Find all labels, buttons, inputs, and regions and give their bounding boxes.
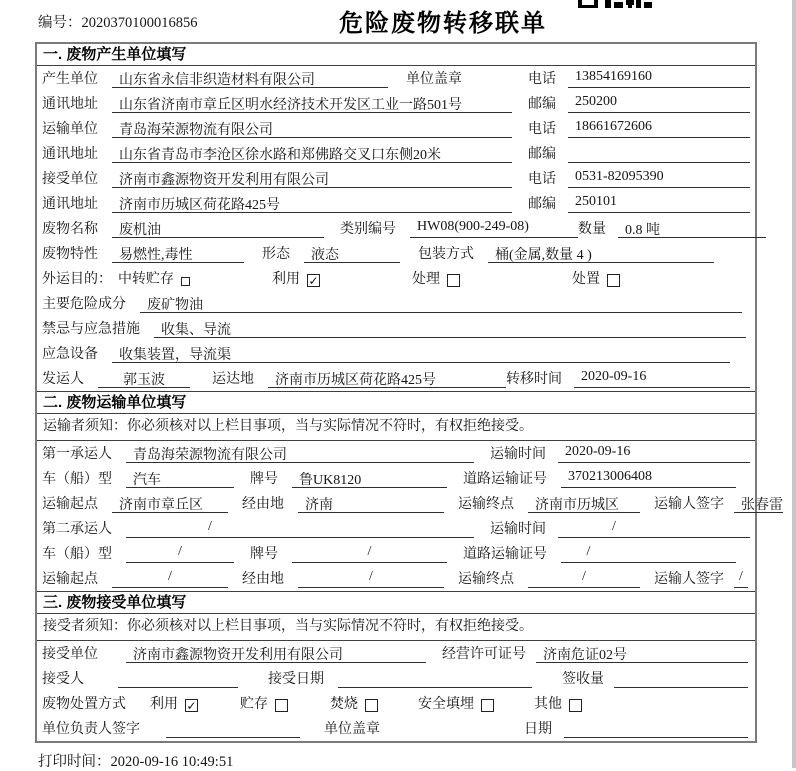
- receiving-unit-label: 接受单位: [42, 647, 98, 662]
- row-shipper: [37, 366, 755, 391]
- row-first-carrier: [37, 441, 755, 466]
- vehicle-type-label: 车（船）型: [42, 472, 112, 487]
- purpose-use-label: 利用: [272, 272, 300, 287]
- row-producer-unit: [37, 66, 755, 91]
- first-transport-time-field: 2020-09-16: [558, 444, 750, 463]
- second-signature-field: /: [734, 569, 748, 588]
- signed-quantity-field: [614, 669, 748, 688]
- row-first-route: [37, 491, 783, 516]
- second-road-permit-field: /: [561, 544, 736, 563]
- row-waste-name: [37, 216, 755, 241]
- destination-field: 济南市历城区荷花路425号: [268, 369, 506, 388]
- page-edge-strip: [792, 0, 796, 768]
- plate-number-label: 牌号: [250, 547, 278, 562]
- route-origin-label: 运输起点: [42, 572, 98, 587]
- checkbox-use-checked: ✓: [308, 273, 319, 288]
- second-via-field: /: [298, 569, 444, 588]
- row-receiving-unit: [37, 641, 755, 666]
- waste-traits-label: 废物特性: [42, 247, 98, 262]
- receiver-zip-field: 250101: [568, 194, 750, 213]
- receiver-unit-label: 接受单位: [42, 172, 98, 187]
- phone-label: 电话: [528, 122, 556, 137]
- first-plate-field: 鲁UK8120: [292, 469, 447, 488]
- packing-field: 桶(金属,数量 4 ): [488, 244, 714, 263]
- date-field: [564, 719, 748, 738]
- first-via-field: 济南: [298, 494, 444, 513]
- serial-label: 编号：: [38, 15, 82, 31]
- emergency-equipment-field: 收集装置，导流渠: [112, 344, 730, 363]
- shipper-field: 郭玉波: [98, 369, 190, 388]
- signed-quantity-label: 签收量: [562, 672, 604, 687]
- emergency-equipment-label: 应急设备: [42, 347, 98, 362]
- outbound-purpose-label: 外运目的：: [42, 272, 112, 287]
- transport-zip-field: [568, 144, 750, 163]
- date-label: 日期: [524, 722, 552, 737]
- zip-label: 邮编: [528, 197, 556, 212]
- disposal-burn-label: 焚烧: [330, 697, 358, 712]
- route-via-label: 经由地: [242, 572, 284, 587]
- transport-phone-field: 18661672606: [568, 119, 750, 138]
- row-emergency-equipment: [37, 341, 755, 366]
- checkbox-disposal-burn: [365, 699, 378, 712]
- transport-time-label: 运输时间: [490, 447, 546, 462]
- checkbox-dispose: [607, 274, 620, 287]
- producer-unit-field: 山东省永信非织造材料有限公司: [112, 69, 388, 88]
- second-transport-time-field: /: [558, 519, 750, 538]
- disposal-use-label: 利用: [150, 697, 178, 712]
- phone-label: 电话: [528, 72, 556, 87]
- transport-unit-label: 运输单位: [42, 122, 98, 137]
- phone-label: 电话: [528, 172, 556, 187]
- producer-zip-field: 250200: [568, 94, 750, 113]
- first-road-permit-field: 370213006408: [561, 469, 736, 488]
- first-carrier-field: 青岛海荣源物流有限公司: [126, 444, 474, 463]
- category-code-label: 类别编号: [340, 222, 396, 237]
- zip-label: 邮编: [528, 97, 556, 112]
- route-origin-label: 运输起点: [42, 497, 98, 512]
- checkbox-transfer-storage: [181, 277, 190, 286]
- vehicle-type-label: 车（船）型: [42, 547, 112, 562]
- receive-date-label: 接受日期: [268, 672, 324, 687]
- physical-form-field: 液态: [304, 244, 400, 263]
- road-permit-label: 道路运输证号: [463, 547, 547, 562]
- second-origin-field: /: [112, 569, 228, 588]
- unit-head-signature-field: [166, 719, 300, 738]
- first-carrier-label: 第一承运人: [42, 447, 112, 462]
- carrier-signature-label: 运输人签字: [654, 572, 724, 587]
- first-end-field: 济南市历城区: [528, 494, 640, 513]
- receiving-unit-field: 济南市鑫源物资开发利用有限公司: [126, 644, 426, 663]
- main-hazard-field: 废矿物油: [140, 294, 742, 313]
- receive-date-field: [338, 669, 532, 688]
- quantity-field: 0.8 吨: [618, 219, 766, 238]
- license-number-field: 济南危证02号: [536, 644, 748, 663]
- receiver-unit-field: 济南市鑫源物资开发利用有限公司: [112, 169, 512, 188]
- license-number-label: 经营许可证号: [442, 647, 526, 662]
- unit-seal-label: 单位盖章: [324, 722, 380, 737]
- row-first-vehicle: [37, 466, 755, 491]
- second-vehicle-type-field: /: [126, 544, 234, 563]
- taboo-measures-field: 收集、导流: [154, 319, 746, 338]
- second-carrier-label: 第二承运人: [42, 522, 112, 537]
- unit-head-signature-label: 单位负责人签字: [42, 722, 140, 737]
- print-time-value: 2020-09-16 10:49:51: [110, 754, 234, 770]
- row-second-vehicle: [37, 541, 755, 566]
- waste-traits-field: 易燃性,毒性: [112, 244, 244, 263]
- route-end-label: 运输终点: [458, 497, 514, 512]
- row-unit-head-signature: [37, 716, 755, 741]
- page-title: 危险废物转移联单: [339, 10, 547, 37]
- purpose-dispose-label: 处置: [572, 272, 600, 287]
- checkbox-disposal-other: [569, 699, 582, 712]
- row-disposal-method: [37, 691, 755, 716]
- shipper-label: 发运人: [42, 372, 84, 387]
- row-taboo-measures: [37, 316, 755, 341]
- serial-value: 2020370100016856: [81, 15, 198, 31]
- row-second-carrier: [37, 516, 755, 541]
- producer-address-field: 山东省济南市章丘区明水经济技术开发区工业一路501号: [112, 94, 512, 113]
- row-main-hazard: [37, 291, 755, 316]
- disposal-other-label: 其他: [534, 697, 562, 712]
- purpose-transfer-storage-label: 中转贮存: [118, 272, 174, 287]
- second-end-field: /: [528, 569, 640, 588]
- first-vehicle-type-field: 汽车: [126, 469, 234, 488]
- route-via-label: 经由地: [242, 497, 284, 512]
- transfer-time-label: 转移时间: [506, 372, 562, 387]
- row-receiver-unit: [37, 166, 755, 191]
- purpose-treat-label: 处理: [412, 272, 440, 287]
- transport-time-label: 运输时间: [490, 522, 546, 537]
- destination-label: 运达地: [212, 372, 254, 387]
- transport-unit-field: 青岛海荣源物流有限公司: [112, 119, 512, 138]
- road-permit-label: 道路运输证号: [463, 472, 547, 487]
- receiver-person-field: [118, 669, 238, 688]
- route-end-label: 运输终点: [458, 572, 514, 587]
- second-carrier-field: /: [126, 519, 474, 538]
- receiver-person-label: 接受人: [42, 672, 84, 687]
- taboo-measures-label: 禁忌与应急措施: [42, 322, 140, 337]
- section-3-header: 三. 废物接受单位填写: [37, 591, 755, 614]
- section-1-header: 一. 废物产生单位填写: [37, 44, 755, 66]
- unit-seal-label: 单位盖章: [406, 72, 462, 87]
- address-label: 通讯地址: [42, 197, 98, 212]
- manifest-table: [35, 42, 783, 743]
- receiver-notice: 接受者须知：你必须核对以上栏目事项，当与实际情况不符时，有权拒绝接受。: [37, 614, 755, 641]
- row-waste-traits: [37, 241, 755, 266]
- quantity-label: 数量: [578, 222, 606, 237]
- receiver-phone-field: 0531-82095390: [568, 169, 750, 188]
- address-label: 通讯地址: [42, 97, 98, 112]
- waste-name-field: 废机油: [112, 219, 324, 238]
- transfer-time-field: 2020-09-16: [574, 369, 750, 388]
- zip-label: 邮编: [528, 147, 556, 162]
- producer-phone-field: 13854169160: [568, 69, 750, 88]
- carrier-signature-label: 运输人签字: [654, 497, 724, 512]
- disposal-store-label: 贮存: [240, 697, 268, 712]
- disposal-method-label: 废物处置方式: [42, 697, 126, 712]
- row-receiver-address: [37, 191, 755, 216]
- producer-unit-label: 产生单位: [42, 72, 98, 87]
- plate-number-label: 牌号: [250, 472, 278, 487]
- waste-name-label: 废物名称: [42, 222, 98, 237]
- packing-label: 包装方式: [418, 247, 474, 262]
- second-plate-field: /: [292, 544, 447, 563]
- print-time-label: 打印时间：: [38, 754, 111, 770]
- physical-form-label: 形态: [262, 247, 290, 262]
- disposal-landfill-label: 安全填埋: [418, 697, 474, 712]
- receiver-address-field: 济南市历城区荷花路425号: [112, 194, 512, 213]
- address-label: 通讯地址: [42, 147, 98, 162]
- main-hazard-label: 主要危险成分: [42, 297, 126, 312]
- checkbox-disposal-landfill: [481, 699, 494, 712]
- row-producer-address: [37, 91, 755, 116]
- row-transport-address: [37, 141, 755, 166]
- first-signature-field: 张春雷: [734, 494, 783, 513]
- transport-address-field: 山东省青岛市李沧区徐水路和郑佛路交叉口东侧20米: [112, 144, 512, 163]
- row-second-route: [37, 566, 755, 591]
- row-outbound-purpose: [37, 266, 755, 291]
- checkbox-disposal-use-checked: ✓: [186, 698, 197, 713]
- transporter-notice: 运输者须知：你必须核对以上栏目事项，当与实际情况不符时，有权拒绝接受。: [37, 414, 755, 441]
- first-origin-field: 济南市章丘区: [112, 494, 228, 513]
- row-transport-unit: [37, 116, 755, 141]
- row-receiver-person: [37, 666, 755, 691]
- checkbox-disposal-store: [275, 699, 288, 712]
- checkbox-treat: [447, 274, 460, 287]
- category-code-field: HW08(900-249-08): [410, 219, 578, 238]
- section-2-header: 二. 废物运输单位填写: [37, 391, 755, 414]
